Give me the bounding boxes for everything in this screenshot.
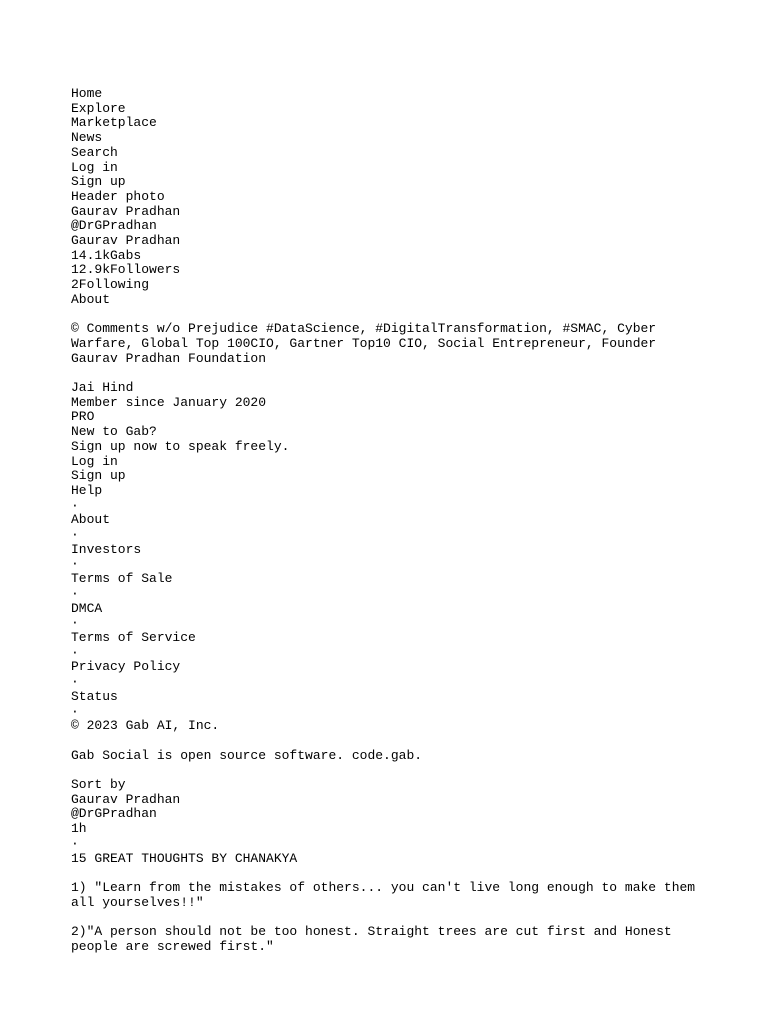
footer-separator: · [71, 585, 79, 601]
post-paragraph: 2)"A person should not be too honest. Straight trees are cut first and Honest people are screwed first." [71, 923, 680, 954]
profile-about-heading: About [71, 291, 111, 307]
signup-box [71, 425, 701, 484]
signup-box-title: New to Gab? [71, 424, 157, 440]
profile-handle: @DrGPradhan [71, 218, 157, 234]
post-timestamp[interactable]: 1h [71, 821, 87, 837]
footer-link-status[interactable]: Status [71, 688, 118, 704]
nav-marketplace-link[interactable]: Marketplace [71, 115, 157, 131]
footer-open-source-note[interactable]: Gab Social is open source software. code.gab. [71, 747, 423, 763]
footer-link-dmca[interactable]: DMCA [71, 600, 103, 616]
footer-separator: · [71, 644, 79, 660]
post-author-handle[interactable]: @DrGPradhan [71, 806, 157, 822]
profile-section [71, 190, 701, 425]
post-title: 15 GREAT THOUGHTS BY CHANAKYA [71, 850, 298, 866]
post-separator: · [71, 835, 79, 851]
profile-display-name-secondary: Gaurav Pradhan [71, 233, 181, 249]
footer-link-privacy-policy[interactable]: Privacy Policy [71, 659, 181, 675]
page-content [71, 87, 701, 969]
profile-member-since: Member since January 2020 [71, 394, 267, 410]
nav-login-link[interactable]: Log in [71, 159, 118, 175]
sort-by-dropdown[interactable]: Sort by [71, 776, 126, 792]
post-author-name[interactable]: Gaurav Pradhan [71, 791, 181, 807]
nav-signup-link[interactable]: Sign up [71, 174, 126, 190]
footer-link-about[interactable]: About [71, 512, 111, 528]
footer-separator: · [71, 497, 79, 513]
footer-link-help[interactable]: Help [71, 482, 103, 498]
footer-separator: · [71, 615, 79, 631]
profile-display-name: Gaurav Pradhan [71, 203, 181, 219]
feed [71, 778, 701, 954]
profile-following-count-link[interactable]: 2Following [71, 277, 150, 293]
footer-copyright: © 2023 Gab AI, Inc. [71, 718, 220, 734]
footer-link-terms-of-sale[interactable]: Terms of Sale [71, 571, 173, 587]
nav-news-link[interactable]: News [71, 130, 103, 146]
footer-separator: · [71, 703, 79, 719]
header-photo[interactable]: Header photo [71, 188, 165, 204]
signup-box-login-button[interactable]: Log in [71, 453, 118, 469]
profile-bio-secondary: Jai Hind [71, 380, 134, 396]
footer-link-investors[interactable]: Investors [71, 541, 142, 557]
post [71, 793, 701, 955]
nav-search-link[interactable]: Search [71, 144, 118, 160]
nav-explore-link[interactable]: Explore [71, 100, 126, 116]
signup-box-signup-button[interactable]: Sign up [71, 468, 126, 484]
pro-badge: PRO [71, 409, 95, 425]
nav-home-link[interactable]: Home [71, 86, 103, 101]
post-paragraph: 1) "Learn from the mistakes of others... you can't live long enough to make them all yourselves!!" [71, 879, 703, 910]
profile-gabs-count-link[interactable]: 14.1kGabs [71, 247, 142, 263]
profile-bio: © Comments w/o Prejudice #DataScience, #DigitalTransformation, #SMAC, Cyber Warfare, Global Top 100CIO, Gartner Top10 CIO, Social Entrepreneur, Founder Gaurav Pradhan Foundation [71, 321, 664, 366]
profile-followers-count-link[interactable]: 12.9kFollowers [71, 262, 181, 278]
footer-link-terms-of-service[interactable]: Terms of Service [71, 629, 196, 645]
footer-separator: · [71, 674, 79, 690]
footer [71, 484, 701, 763]
main-nav [71, 87, 701, 190]
footer-separator: · [71, 556, 79, 572]
footer-separator: · [71, 527, 79, 543]
signup-box-text: Sign up now to speak freely. [71, 438, 290, 454]
